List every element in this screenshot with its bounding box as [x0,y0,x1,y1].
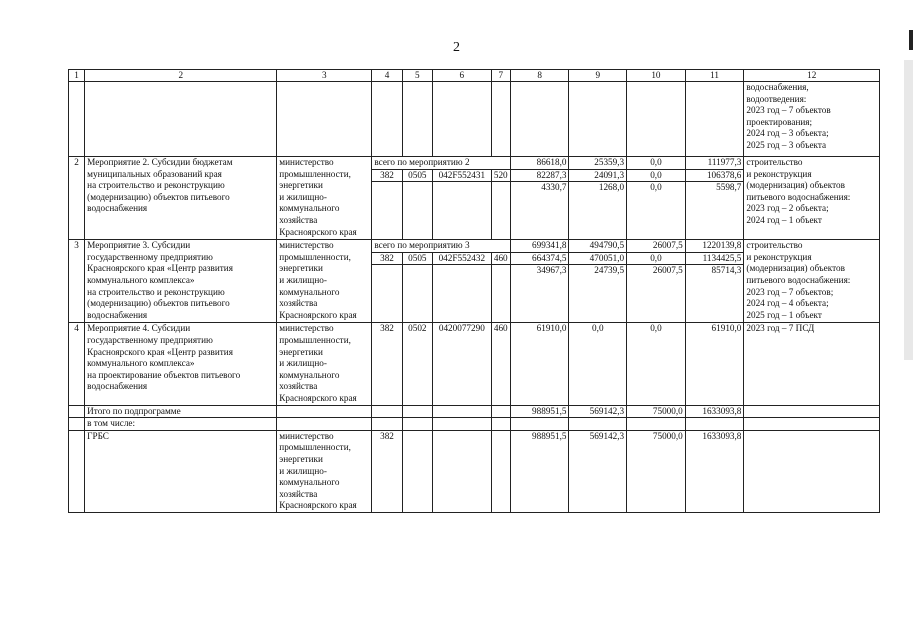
code-cell: 382 [372,430,402,512]
header-cell: 10 [627,70,686,82]
page-number: 2 [453,40,460,55]
code-cell: 042F552431 [433,169,492,182]
value-cell: 1220139,8 [685,240,744,253]
value-cell: 24739,5 [569,265,627,323]
value-cell: 34967,3 [510,265,569,323]
header-cell: 12 [744,70,880,82]
code-cell: 520 [491,169,510,182]
code-cell: 460 [491,252,510,265]
value-cell: 0,0 [569,323,627,405]
result-cell: строительство и реконструкция (модернизация) объектов питьевого водоснабжения: 2023 год – 7 объектов; 2024 год – 4 объекта; 2025 год – 1 объект [744,240,880,323]
measure-name: Мероприятие 3. Субсидии государственному предприятию Красноярского края «Центр развития коммунального комплекса» на строительство и реконструкцию (модернизацию) объектов питьевого водоснабжения [85,240,277,323]
value-cell: 82287,3 [510,169,569,182]
row-number: 4 [69,323,85,405]
result-cell: строительство и реконструкция (модернизация) объектов питьевого водоснабжения: 2023 год – 2 объекта; 2024 год – 1 объект [744,157,880,240]
result-cell: 2023 год – 7 ПСД [744,323,880,405]
value-cell: 0,0 [627,157,686,170]
value-cell: 494790,5 [569,240,627,253]
value-cell: 86618,0 [510,157,569,170]
value-cell: 111977,3 [685,157,744,170]
header-cell: 7 [491,70,510,82]
total-label: всего по мероприятию 2 [372,157,511,170]
header-row [69,70,880,82]
grbs-cell: министерство промышленности, энергетики и жилищно- коммунального хозяйства Красноярского края [277,323,372,405]
code-cell: 382 [372,323,402,405]
row-number: 3 [69,240,85,323]
value-cell: 1268,0 [569,182,627,240]
value-cell: 26007,5 [627,240,686,253]
value-cell: 470051,0 [569,252,627,265]
total-label: всего по мероприятию 3 [372,240,511,253]
grbs-cell: министерство промышленности, энергетики и жилищно- коммунального хозяйства Красноярского края [277,430,372,512]
code-cell: 042F552432 [433,252,492,265]
header-cell: 8 [510,70,569,82]
code-cell: 0420077290 [433,323,492,405]
total-row [69,405,880,418]
header-cell: 9 [569,70,627,82]
header-cell: 5 [402,70,432,82]
grbs-cell: министерство промышленности, энергетики и жилищно- коммунального хозяйства Красноярского края [277,157,372,240]
code-cell: 0505 [402,252,432,265]
value-cell: 1633093,8 [685,405,744,418]
including-label: в том числе: [85,418,277,431]
grbs-cell: министерство промышленности, энергетики и жилищно- коммунального хозяйства Красноярского края [277,240,372,323]
value-cell: 25359,3 [569,157,627,170]
value-cell: 0,0 [627,169,686,182]
table-row [69,430,880,512]
value-cell: 26007,5 [627,265,686,323]
value-cell: 5598,7 [685,182,744,240]
grbs-label: ГРБС [85,430,277,512]
header-cell: 6 [433,70,492,82]
row-number: 2 [69,157,85,240]
value-cell: 24091,3 [569,169,627,182]
value-cell: 75000,0 [627,430,686,512]
table-row [69,157,880,170]
value-cell: 0,0 [627,323,686,405]
scan-mark [909,30,913,50]
table-row [69,418,880,431]
value-cell: 699341,8 [510,240,569,253]
table-row [69,240,880,253]
value-cell: 61910,0 [510,323,569,405]
code-cell: 382 [372,169,402,182]
table-row [69,82,880,157]
result-cell: водоснабжения, водоотведения: 2023 год – 7 объектов проектирования; 2024 год – 3 объекта; 2025 год – 3 объекта [744,82,880,157]
value-cell: 75000,0 [627,405,686,418]
value-cell: 85714,3 [685,265,744,323]
scan-edge [904,60,913,360]
code-cell: 0505 [402,169,432,182]
code-cell: 0502 [402,323,432,405]
value-cell: 0,0 [627,182,686,240]
header-cell: 2 [85,70,277,82]
value-cell: 664374,5 [510,252,569,265]
value-cell: 569142,3 [569,430,627,512]
header-cell: 3 [277,70,372,82]
value-cell: 988951,5 [510,405,569,418]
value-cell: 569142,3 [569,405,627,418]
table-row [69,323,880,405]
value-cell: 1134425,5 [685,252,744,265]
value-cell: 1633093,8 [685,430,744,512]
code-cell: 382 [372,252,402,265]
header-cell: 4 [372,70,402,82]
value-cell: 988951,5 [510,430,569,512]
measure-name: Мероприятие 4. Субсидии государственному предприятию Красноярского края «Центр развития коммунального комплекса» на проектирование объектов питьевого водоснабжения [85,323,277,405]
header-cell: 1 [69,70,85,82]
measure-name: Мероприятие 2. Субсидии бюджетам муниципальных образований края на строительство и реконструкцию (модернизацию) объектов питьевого водоснабжения [85,157,277,240]
value-cell: 106378,6 [685,169,744,182]
value-cell: 61910,0 [685,323,744,405]
program-table [68,69,880,513]
value-cell: 0,0 [627,252,686,265]
code-cell: 460 [491,323,510,405]
value-cell: 4330,7 [510,182,569,240]
total-row-label: Итого по подпрограмме [85,405,277,418]
header-cell: 11 [685,70,744,82]
